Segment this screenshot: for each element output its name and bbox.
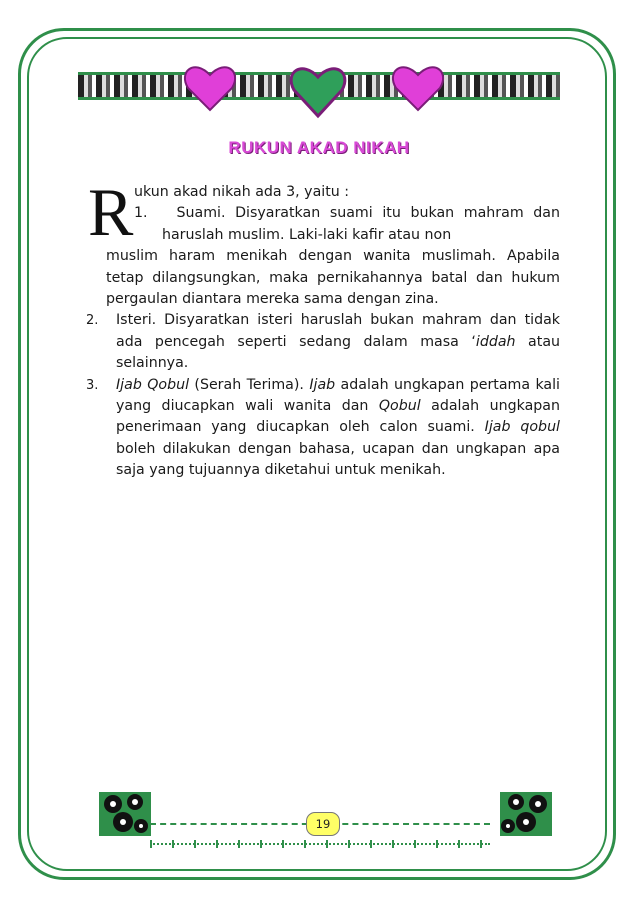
item-text: adalah ungkapan penerimaan yang diucapkan oleh calon suami. (116, 398, 560, 436)
item-number: 1. (134, 205, 148, 222)
heart-icon (393, 67, 443, 110)
item-term: Ijab (309, 376, 336, 393)
item-number: 3. (86, 377, 99, 393)
item-text: atau selainnya. (116, 333, 560, 372)
page-number: 19 (306, 812, 340, 836)
page-title: RUKUN AKAD NIKAH (228, 138, 410, 157)
item-number: 2. (86, 313, 99, 329)
dropcap-letter: R (88, 174, 134, 250)
item-term: Ijab Qobul (116, 376, 190, 393)
list-item (86, 310, 560, 374)
flower-corner-right-icon (496, 786, 556, 842)
item-term: iddah (475, 333, 516, 350)
item-term: Qobul (378, 398, 421, 415)
list-item (86, 203, 560, 246)
list-item (86, 375, 560, 482)
heart-decoration (0, 0, 638, 130)
item-text: (Serah Terima). (189, 376, 310, 393)
item-continuation: muslim haram menikah dengan wanita muslimah. Apabila tetap dilangsungkan, maka pernikahannya batal dan hukum pergaulan diantara mereka sama dengan zina. (106, 248, 560, 308)
item-text: Suami. Disyaratkan suami itu bukan mahram dan haruslah muslim. Laki-laki kafir atau non (162, 205, 560, 243)
heart-icon (185, 67, 235, 110)
heart-icon (291, 69, 345, 116)
footer-rule-bottom (150, 843, 490, 847)
item-term: Ijab qobul (484, 419, 560, 436)
flower-corner-left-icon (95, 786, 155, 842)
body-text (86, 182, 560, 482)
intro-text: ukun akad nikah ada 3, yaitu : (134, 184, 350, 200)
item-text: boleh dilakukan dengan bahasa, ucapan dan ungkapan apa saja yang tujuannya diketahui untuk menikah. (116, 440, 560, 479)
item-text: Isteri. Disyaratkan isteri haruslah bukan mahram dan tidak ada pencegah seperti sedang dalam masa ‘ (116, 312, 560, 350)
item-text: adalah ungkapan pertama kali yang diucapkan wali wanita dan (116, 376, 560, 415)
